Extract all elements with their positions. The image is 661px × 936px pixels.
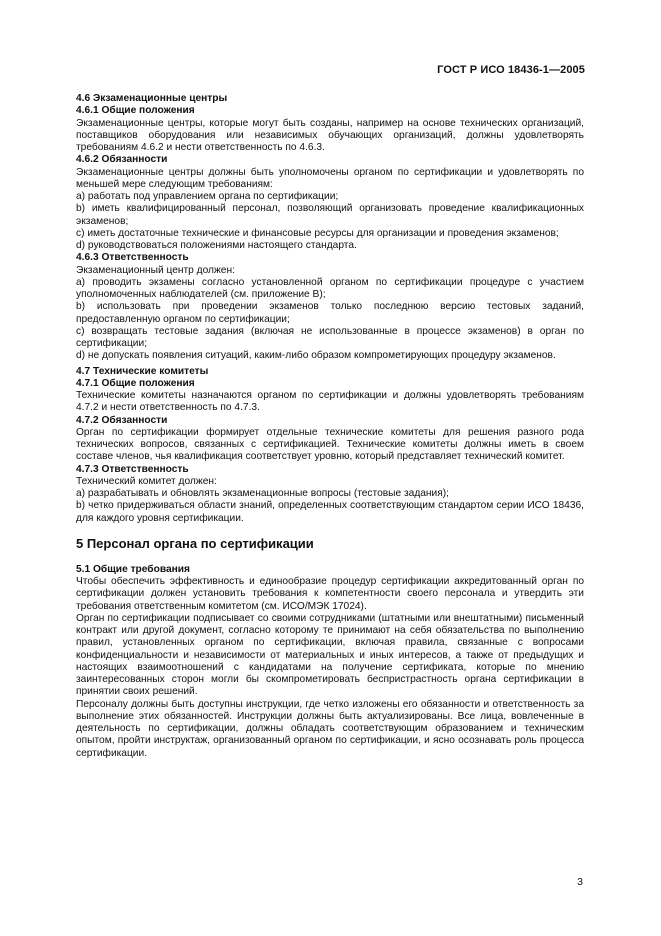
- section-5-1-paragraph: Орган по сертификации подписывает со своими сотрудниками (штатными или внештатными) письменный контракт или другой документ, согласно которому те принимают на себя обязательства по выполнению правил, установленных органом по сертификации, включая правила, связанные с вопросами конфиденциальности и независимости от материальных и иных интересов, а также от предыдущих и настоящих взаимоотношений с кандидатами на получение сертификата, которые по мнению заинтересованных сторон могли бы скомпрометировать беспристрастность органа сертификации в принятии своих решений.: [76, 612, 584, 698]
- page-number: 3: [577, 876, 583, 888]
- section-4-6-3-title: 4.6.3 Ответственность: [76, 252, 189, 264]
- section-4-7-3-intro: Технический комитет должен:: [76, 475, 217, 487]
- section-4-6-2-intro: Экзаменационные центры должны быть уполномочены органом по сертификации и удовлетворять по меньшей мере следующим требованиям:: [76, 166, 584, 190]
- chapter-5-title: 5 Персонал органа по сертификации: [76, 535, 314, 551]
- section-4-7-3-title: 4.7.3 Ответственность: [76, 463, 189, 475]
- page-content: [76, 93, 584, 760]
- list-item: b) использовать при проведении экзаменов только последнюю версию тестовых заданий, предоставленную органом по сертификации;: [76, 301, 584, 325]
- section-4-7-1-title: 4.7.1 Общие положения: [76, 377, 195, 389]
- section-5-1-paragraph: Персоналу должны быть доступны инструкции, где четко изложены его обязанности и ответственность за выполнение этих обязанностей. Инструкции должны быть актуализированы. Все лица, вовлеченные в деятельность по сертификации, должны обладать соответствующим образованием и техническим опытом, пройти инструктаж, организованный органом по сертификации, и ясно осознавать роль процесса сертификации.: [76, 698, 584, 759]
- section-5-1-paragraph: Чтобы обеспечить эффективность и единообразие процедур сертификации аккредитованный орган по сертификации должен установить требования к компетентности своего персонала и утвердить эти требования ответственным комитетом (см. ИСО/МЭК 17024).: [76, 576, 584, 612]
- list-item: a) проводить экзамены согласно установленной органом по сертификации процедуре с участием уполномоченных наблюдателей (см. приложение B);: [76, 276, 584, 300]
- list-item: a) работать под управлением органа по сертификации;: [76, 191, 339, 202]
- list-item: c) возвращать тестовые задания (включая не использованные в процессе экзаменов) в орган по сертификации;: [76, 325, 584, 349]
- section-4-7-2-title: 4.7.2 Обязанности: [76, 414, 168, 426]
- section-4-6-1-text-content: Экзаменационные центры, которые могут быть созданы, например на основе технических организаций, поставщиков оборудования или независимых обучающих организаций, должны удовлетворять требованиям 4.6.2 и нести ответственность по 4.6.3.: [76, 117, 584, 153]
- section-4-7-2-text: Орган по сертификации формирует отдельные технические комитеты для решения разного рода технических вопросов, связанных с сертификацией. Технические комитеты должны иметь в своем составе членов, чья квалификация соответствует уровню, который представляет технический комитет.: [76, 426, 584, 463]
- section-4-7-title: 4.7 Технические комитеты: [76, 365, 209, 377]
- list-item: d) руководствоваться положениями настоящего стандарта.: [76, 240, 357, 251]
- section-4-6-1-title: 4.6.1 Общие положения: [76, 105, 195, 117]
- section-4-6-2-title: 4.6.2 Обязанности: [76, 154, 168, 166]
- list-item: d) не допускать появления ситуаций, каким-либо образом компрометирующих процедуру экзаменов.: [76, 350, 556, 362]
- list-item: b) иметь квалифицированный персонал, позволяющий организовать проведение квалификационных экзаменов;: [76, 203, 584, 227]
- standard-code-header: ГОСТ Р ИСО 18436-1—2005: [437, 64, 585, 76]
- section-4-7-1-text: Технические комитеты назначаются органом по сертификации и должны удовлетворять требованиям 4.7.2 и нести ответственность по 4.7.3.: [76, 390, 584, 414]
- section-4-6-1-text: [76, 118, 584, 155]
- section-4-6-title: 4.6 Экзаменационные центры: [76, 93, 228, 104]
- list-item: b) четко придерживаться области знаний, определенных соответствующим стандартом серии ИСО 18436, для каждого уровня сертификации.: [76, 500, 584, 524]
- list-item: c) иметь достаточные технические и финансовые ресурсы для организации и проведения экзаменов;: [76, 227, 559, 239]
- list-item: a) разрабатывать и обновлять экзаменационные вопросы (тестовые задания);: [76, 488, 449, 499]
- section-4-6-3-intro: Экзаменационный центр должен:: [76, 264, 235, 276]
- section-5-1-title: 5.1 Общие требования: [76, 563, 190, 575]
